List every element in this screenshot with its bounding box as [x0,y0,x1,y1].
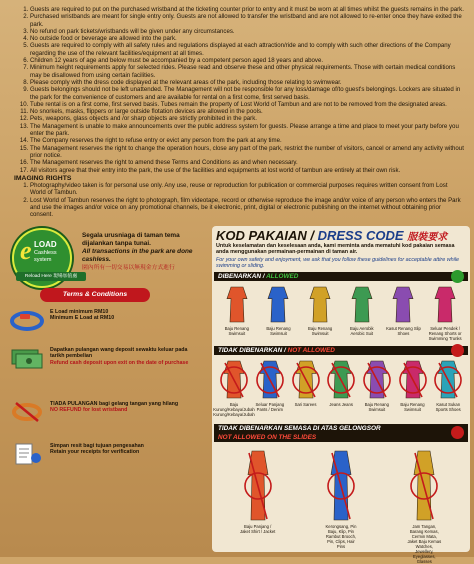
dress-code-english: For your own safety and enjoyment, we ask that you follow these guidelines for acceptable attire while swimming or sliding. [216,257,460,270]
rule-item: 1. Guests are required to put on the purchased wristband at the ticketing counter prior to entry and it must be worn at all times whilst the guests remains in the park. [30,6,464,13]
cash-refund-icon [10,346,44,370]
rule-item: 16. The Management reserves the right to amend these Terms and Conditions as and when necessary. [30,159,464,166]
eload-logo-load: LOAD [34,240,57,249]
term-receipt-english: Retain your receipts for verification [50,449,140,456]
clothing-icon [219,358,249,402]
receipt-icon [10,442,44,466]
allowed-items-item [302,284,338,341]
cashless-chinese: 園內所有一切交易以無現金方式進行 [82,265,175,271]
slides-items-item [406,448,442,564]
dress-title-chinese: 服裝要求 [407,232,448,243]
rule-item: 10. Tube rental is on a first come, first served basis. Tubes remain the property of Lost World of Tambun and are not to be removed from the designated areas. [30,101,464,108]
not-allowed-items-item [430,358,466,417]
rule-item: 5. Guests are required to comply with all safety rules and regulations displayed at each attraction/ride and to comply with such other directions of the Company regarding the use of the relevant facilities/equipment at all times. [30,42,464,57]
cashless-notice [82,232,206,272]
rule-item: 3. No refund on park tickets/wristbands will be given under any circumstances. [30,28,464,35]
rule-item: 14. The Company reserves the right to refuse entry or evict any person from the park at any time. [30,137,464,144]
allowed-clothes-row [216,284,466,341]
term-row-retain-receipt [10,442,206,476]
clothing-icon [326,448,356,524]
reload-here-tag: Reload Here 現場加值處 [16,272,86,281]
imaging-rights-heading: IMAGING RIGHTS [14,174,72,182]
rule-item: 12. Pets, weapons, glass objects and /or sharp objects are strictly prohibited in the park. [30,115,464,122]
term-no-refund-malay: TIADA PULANGAN bagi gelang tangan yang hilang [50,401,179,407]
cashless-english: All transactions in the park are done cashless. [82,248,193,263]
rule-item: 6. Children 12 years of age and below must be accompanied by a competent person aged 18 years and above. [30,57,464,64]
term-row-refund-deposit [10,346,206,386]
rule-item: 15. The Management reserves the right to change the operation hours, close any part of the park, restrict the number of visitors, cancel or amend any activity without prior notice. [30,145,464,160]
eload-logo-e: e [20,236,32,265]
rule-item: 11. No snorkels, masks, flippers or large outside flotation devices are allowed in the pools. [30,108,464,115]
allowed-label-ms: DIBENARKAN [218,273,261,280]
slides-clothes-row [216,448,466,564]
allowed-label-en: ALLOWED [266,273,299,280]
allowed-items-item [260,284,296,341]
dress-code-malay: Untuk keselamatan dan keselesaan anda, kami meminta anda mematuhi kod pakaian semasa anda menggunakan permainan-permainan di taman air. [216,243,455,256]
clothing-caption: Baju Panjang / Jaket Shirt / Jacket [239,524,276,534]
clothing-icon [326,358,356,402]
clothing-icon [305,284,335,326]
not-allowed-band: TIDAK DIBENARKAN / NOT ALLOWED [214,346,468,355]
clothing-caption: Kasut Renang Slip Shoes [386,326,421,336]
rule-item: 13. The Management is unable to make announcements over the public address system for guests. Please arrange a time and place to meet your party before you enter the park. [30,123,464,138]
term-refund-malay: Dapatkan pulangan wang deposit sewaktu keluar pada tarikh pembelian [50,347,188,360]
not-allowed-items-item [252,358,288,417]
clothing-icon [388,284,418,326]
dress-title-code: DRESS CODE [317,228,404,243]
clothing-caption: Jeans Jeans [329,402,353,407]
slides-cross-icon [451,426,464,439]
not-allowed-items-item [213,358,255,417]
allowed-items-item [344,284,380,341]
slides-band [214,424,468,442]
eload-logo-system: system [34,257,52,263]
clothing-icon [291,358,321,402]
clothing-icon [362,358,392,402]
clothing-caption: Baju Aerobik Aerobic Suit [350,326,374,336]
terms-rules-section [14,6,464,219]
terms-conditions-ribbon: Terms & Conditions [40,288,150,302]
slides-items-item [323,448,359,564]
not-allowed-items-item [359,358,395,417]
rule-item: 17. All visitors agree that their entry into the park, the use of the facilities and equipments at lost world of tambun are entirely at their own risk. [30,167,464,174]
clothing-caption: Baju Renang Swimsuit [400,402,425,412]
clothing-caption: Sari Sarees [294,402,317,407]
clothing-icon [430,284,460,326]
clothing-caption: Seluar Panjang Pants / Denim [255,402,285,412]
clothing-icon [409,448,439,524]
clothing-caption: Baju Renang Swimsuit [364,402,389,412]
clothing-caption: Baju Renang Swimsuit [224,326,249,336]
term-eload-english: Minimum E Load at RM10 [50,315,115,322]
rule-item: 9. Guests belongings should not be left unattended. The Management will not be responsible for any loss/damage of/to guest's belongings. Lockers are situated in the park for the convenience of customers and are available for rental on a first come, first served basis. [30,86,464,101]
cashless-panel [10,228,206,550]
clothing-icon [255,358,285,402]
rule-item: 2. Purchased wristbands are meant for single entry only. Guests are not allowed to transfer the wristband and are not allowed to re-enter once they have exited the park. [30,13,464,28]
clothing-icon [433,358,463,402]
rule-item: 4. No outside food or beverage are allowed into the park. [30,35,464,42]
allowed-check-icon [451,270,464,283]
clothing-caption: Seluar Pendek / Renang Shorts or Swimming Trunks [428,326,462,341]
dress-code-title [216,228,447,243]
not-allowed-clothes-row [213,358,466,417]
not-allowed-items-item [288,358,324,417]
clothing-caption: Kasut Sukan Sports Shoes [435,402,461,412]
not-allowed-items-item [323,358,359,417]
dress-title-sep: / [306,228,318,243]
term-receipt-malay: Simpan resit bagi tujuan pengesahan [50,443,144,449]
dress-title-kod: KOD PAKAIAN [216,228,307,243]
slides-label-en: NOT ALLOWED ON THE SLIDES [218,434,317,441]
allowed-items-item [219,284,255,341]
clothing-caption: Baju Renang Swimsuit [308,326,333,336]
term-row-eload-minimum [10,308,206,342]
clothing-icon [347,284,377,326]
eload-logo-cashless: Cashless [34,250,57,256]
slides-items-item [240,448,276,564]
rule-item: 8. Please comply with the dress code displayed at the relevant areas of the park, including those relating to swimwear. [30,79,464,86]
not-allowed-items-item [395,358,431,417]
imaging-rights-list [14,182,464,218]
term-row-no-refund-lost [10,400,206,436]
wristband-icon [10,308,44,332]
cashless-malay: Segala urusniaga di taman tema dijalankan tanpa tunai. [82,232,180,247]
allowed-band: DIBENARKAN / ALLOWED [214,272,468,281]
clothing-caption: Kerongsang, Pin Baju, Klip, Pin Rambut Brooch, Pin, Clips, Hair Pins [325,524,357,549]
clothing-icon [398,358,428,402]
clothing-caption: Jam Tangan, Barang Kemas, Cermin Mata, Jaket Baju Kemas Watches, Jewellery, Eyeglasses, Glasses [407,524,442,564]
allowed-items-item [385,284,421,341]
term-eload-malay: E Load minimum RM10 [50,309,109,315]
term-refund-english: Refund cash deposit upon exit on the date of purchase [50,359,189,366]
clothing-icon [263,284,293,326]
imaging-rule-item: 2. Lost World of Tambun reserves the right to photograph, film videotape, record or otherwise reproduce the image and/or voice of any person who enters the Park and use the images and/or voice on any promotional channels, be it electronic, print, digital or electronic publishing on the internet without obtaining prior consent. [30,197,464,219]
clothing-icon [222,284,252,326]
lost-wristband-icon [10,400,44,424]
imaging-rule-item: 1. Photography/video taken is for personal use only. Any use, reuse or reproduction for publication or commercial purposes requires written consent from Lost World of Tambun. [30,182,464,197]
not-allowed-cross-icon [451,344,464,357]
not-allowed-label-ms: TIDAK DIBENARKAN [218,347,283,354]
allowed-items-item [427,284,463,341]
imaging-rights-section [14,182,464,218]
term-no-refund-english: NO REFUND for lost wristband [50,407,128,414]
rules-list [14,6,464,174]
dress-code-panel [212,226,470,564]
not-allowed-label-en: NOT ALLOWED [287,347,335,354]
rule-item: 7. Minimum height requirements apply for selected rides. Please read and observe these and other physical requirements. Those with certain medical conditions may be disallowed from using certain facilities. [30,64,464,79]
slides-label-ms: TIDAK DIBENARKAN SEMASA DI ATAS GELONGSOR [218,425,381,432]
clothing-caption: Baju Kurung/Kebaya/Jubah Kurung/Kebaya/Jubah [213,402,255,417]
clothing-icon [243,448,273,524]
clothing-caption: Baju Renang Swimsuit [266,326,291,336]
